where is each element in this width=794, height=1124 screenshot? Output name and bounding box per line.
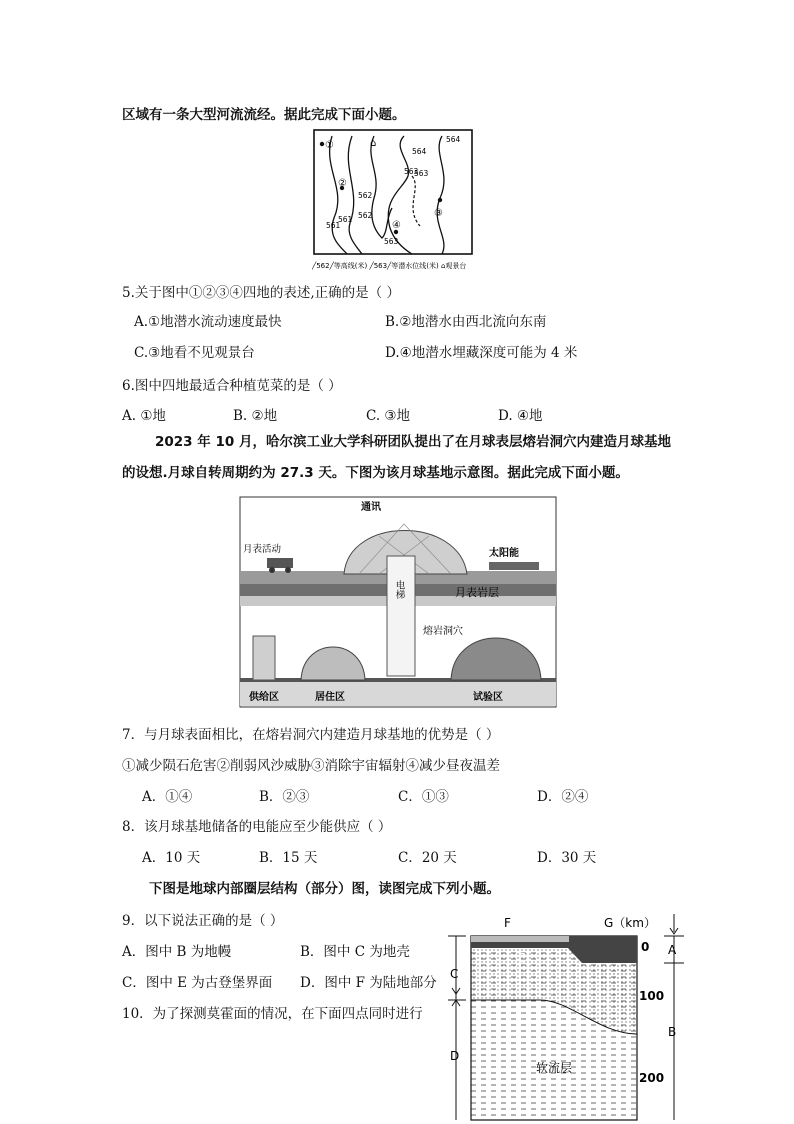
point-1-dot <box>320 142 324 146</box>
point-4-label: ④ <box>392 220 401 231</box>
q6-option-a: A. ①地 <box>122 408 166 424</box>
contour-label: 561 <box>338 215 353 224</box>
label-supply-zone: 供给区 <box>249 692 279 703</box>
contour-map-figure <box>312 128 474 274</box>
q5-option-a: A.①地潜水流动速度最快 <box>134 314 282 330</box>
moon-base-figure <box>239 496 557 708</box>
q8-option-b: B．15 天 <box>259 850 318 866</box>
point-1-label: ① <box>325 140 334 151</box>
depth-100: 100 <box>639 989 665 1003</box>
q5-option-d: D.④地潜水埋藏深度可能为 4 米 <box>385 345 578 361</box>
contour-label: 562 <box>358 211 373 220</box>
label-elevator: 电梯 <box>393 580 405 599</box>
q10-stem: 10．为了探测莫霍面的情况，在下面四点同时进行 <box>122 1006 423 1022</box>
intro-text-3: 下图是地球内部圈层结构（部分）图，读图完成下列小题。 <box>149 881 500 897</box>
intro-text-2-line1: 2023 年 10 月，哈尔滨工业大学科研团队提出了在月球表层熔岩洞穴内建造月球基地 <box>155 434 671 450</box>
q6-option-b: B. ②地 <box>233 408 278 424</box>
label-surface-rock: 月表岩层 <box>455 586 499 599</box>
contour-label: 561 <box>326 221 341 230</box>
q6-stem: 6.图中四地最适合种植苋菜的是（ ） <box>122 378 342 394</box>
label-living-zone: 居住区 <box>315 692 345 703</box>
q9-option-b: B．图中 C 为地壳 <box>300 944 410 960</box>
q5-option-b: B.②地潜水由西北流向东南 <box>385 314 547 330</box>
q8-option-a: A．10 天 <box>142 850 201 866</box>
label-d: D <box>450 1049 460 1063</box>
q5-stem: 5.关于图中①②③④四地的表述,正确的是（ ） <box>122 285 400 301</box>
depth-0: 0 <box>641 940 650 954</box>
label-comm: 通讯 <box>361 502 381 513</box>
intro-text-2-line2: 的设想.月球自转周期约为 27.3 天。下图为该月球基地示意图。据此完成下面小题。 <box>122 465 629 481</box>
label-g: G（km） <box>604 916 656 930</box>
depth-200: 200 <box>639 1071 665 1085</box>
contour-label: 563 <box>384 237 399 246</box>
q6-option-c: C. ③地 <box>366 408 411 424</box>
label-test-zone: 试验区 <box>473 692 503 703</box>
q8-stem: 8．该月球基地储备的电能应至少能供应（ ） <box>122 819 392 835</box>
label-a: A <box>668 943 677 957</box>
q7-stem: 7．与月球表面相比，在熔岩洞穴内建造月球基地的优势是（ ） <box>122 727 500 743</box>
lookout-icon: ⌂ <box>370 138 377 149</box>
q9-option-c: C．图中 E 为古登堡界面 <box>122 975 273 991</box>
q7-option-d: D．②④ <box>537 789 589 805</box>
q9-option-d: D．图中 F 为陆地部分 <box>300 975 437 991</box>
q9-option-a: A．图中 B 为地幔 <box>122 944 232 960</box>
label-b: B <box>668 1025 677 1039</box>
label-surface-activity: 月表活动 <box>243 544 282 555</box>
q6-option-d: D. ④地 <box>498 408 543 424</box>
point-3-dot <box>438 198 442 202</box>
label-solar: 太阳能 <box>489 548 519 559</box>
q9-stem: 9．以下说法正确的是（ ） <box>122 913 284 929</box>
point-2-label: ② <box>338 178 347 189</box>
q7-option-b: B．②③ <box>259 789 310 805</box>
earth-layers-figure <box>440 908 690 1124</box>
intro-text-1: 区域有一条大型河流流经。据此完成下面小题。 <box>122 107 406 123</box>
point-3-label: ③ <box>434 208 443 219</box>
q8-option-d: D．30 天 <box>537 850 597 866</box>
label-lava-cave: 熔岩洞穴 <box>423 626 463 637</box>
map-legend: ╱562╱等高线(米) ╱563╱等潜水位线(米) ⌂观景台 <box>312 262 467 270</box>
contour-label: 563 <box>414 169 429 178</box>
contour-label: 563 <box>404 167 419 176</box>
label-asthenosphere: 软流层 <box>536 1061 573 1075</box>
q7-option-c: C．①③ <box>398 789 449 805</box>
contour-label: 562 <box>358 191 373 200</box>
label-e: E <box>518 951 526 965</box>
label-f: F <box>504 916 511 930</box>
q5-option-c: C.③地看不见观景台 <box>134 345 255 361</box>
contour-label: 564 <box>412 147 427 156</box>
q8-option-c: C．20 天 <box>398 850 457 866</box>
q7-statements: ①减少陨石危害②削弱风沙威胁③消除宇宙辐射④减少昼夜温差 <box>122 758 500 774</box>
contour-label: 564 <box>446 135 461 144</box>
label-c: C <box>450 967 459 981</box>
q7-option-a: A．①④ <box>142 789 193 805</box>
